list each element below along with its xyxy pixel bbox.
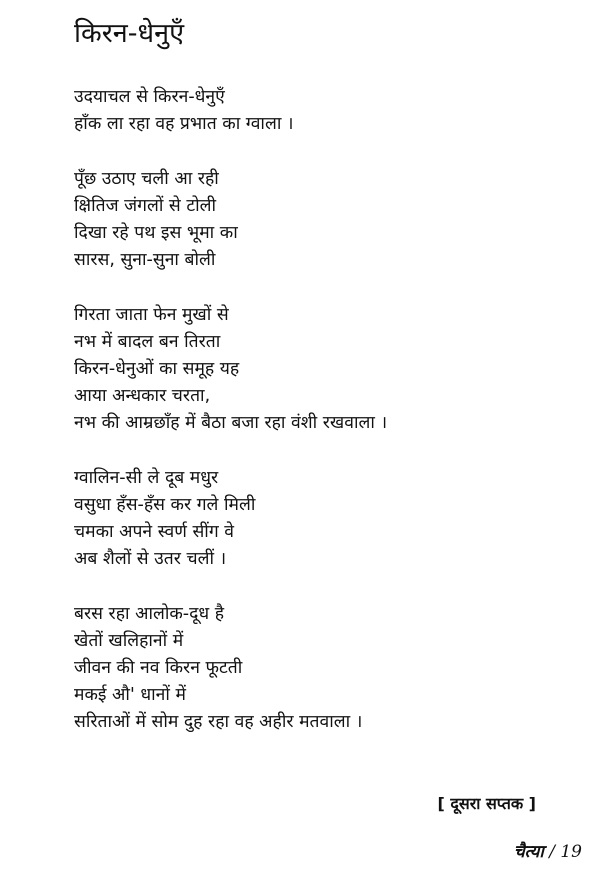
book-title: चैत्या [513,842,544,862]
page-footer [514,839,582,862]
poem-line: ग्वालिन-सी ले दूब मधुर [74,468,219,488]
page-number: 19 [560,842,582,862]
stanza-2 [74,166,584,274]
poem-line: खेतों खलिहानों में [74,631,184,651]
footer-separator: / [543,842,561,862]
poem-line: सरिताओं में सोम दुह रहा वह अहीर मतवाला । [74,712,363,732]
poem-line: आया अन्धकार चरता, [74,386,211,406]
poem-line: नभ की आम्रछाँह में बैठा बजा रहा वंशी रखवाला । [74,413,388,433]
poem-line: पूँछ उठाए चली आ रही [74,169,219,189]
poem-body [74,84,584,764]
poem-source: [ दूसरा सप्तक ] [437,794,536,813]
poem-line: चमका अपने स्वर्ण सींग वे [74,522,234,542]
poem-line: हाँक ला रहा वह प्रभात का ग्वाला । [74,114,294,134]
poem-title: किरन-धेनुएँ [74,18,185,49]
poem-line: सारस, सुना-सुना बोली [74,250,216,270]
stanza-3 [74,302,584,437]
poem-line: क्षितिज जंगलों से टोली [74,196,217,216]
poem-line: दिखा रहे पथ इस भूमा का [74,223,238,243]
stanza-4 [74,465,584,573]
poem-line: नभ में बादल बन तिरता [74,332,221,352]
poem-line: मकई औ' धानों में [74,685,186,705]
poem-line: अब शैलों से उतर चलीं । [74,549,227,569]
poem-line: जीवन की नव किरन फूटती [74,658,243,678]
poem-line: उदयाचल से किरन-धेनुएँ [74,87,225,107]
poem-line: बरस रहा आलोक-दूध है [74,604,225,624]
poem-line: किरन-धेनुओं का समूह यह [74,359,240,379]
poem-line: वसुधा हँस-हँस कर गले मिली [74,495,256,515]
stanza-5 [74,601,584,736]
poem-line: गिरता जाता फेन मुखों से [74,305,229,325]
stanza-1 [74,84,584,138]
